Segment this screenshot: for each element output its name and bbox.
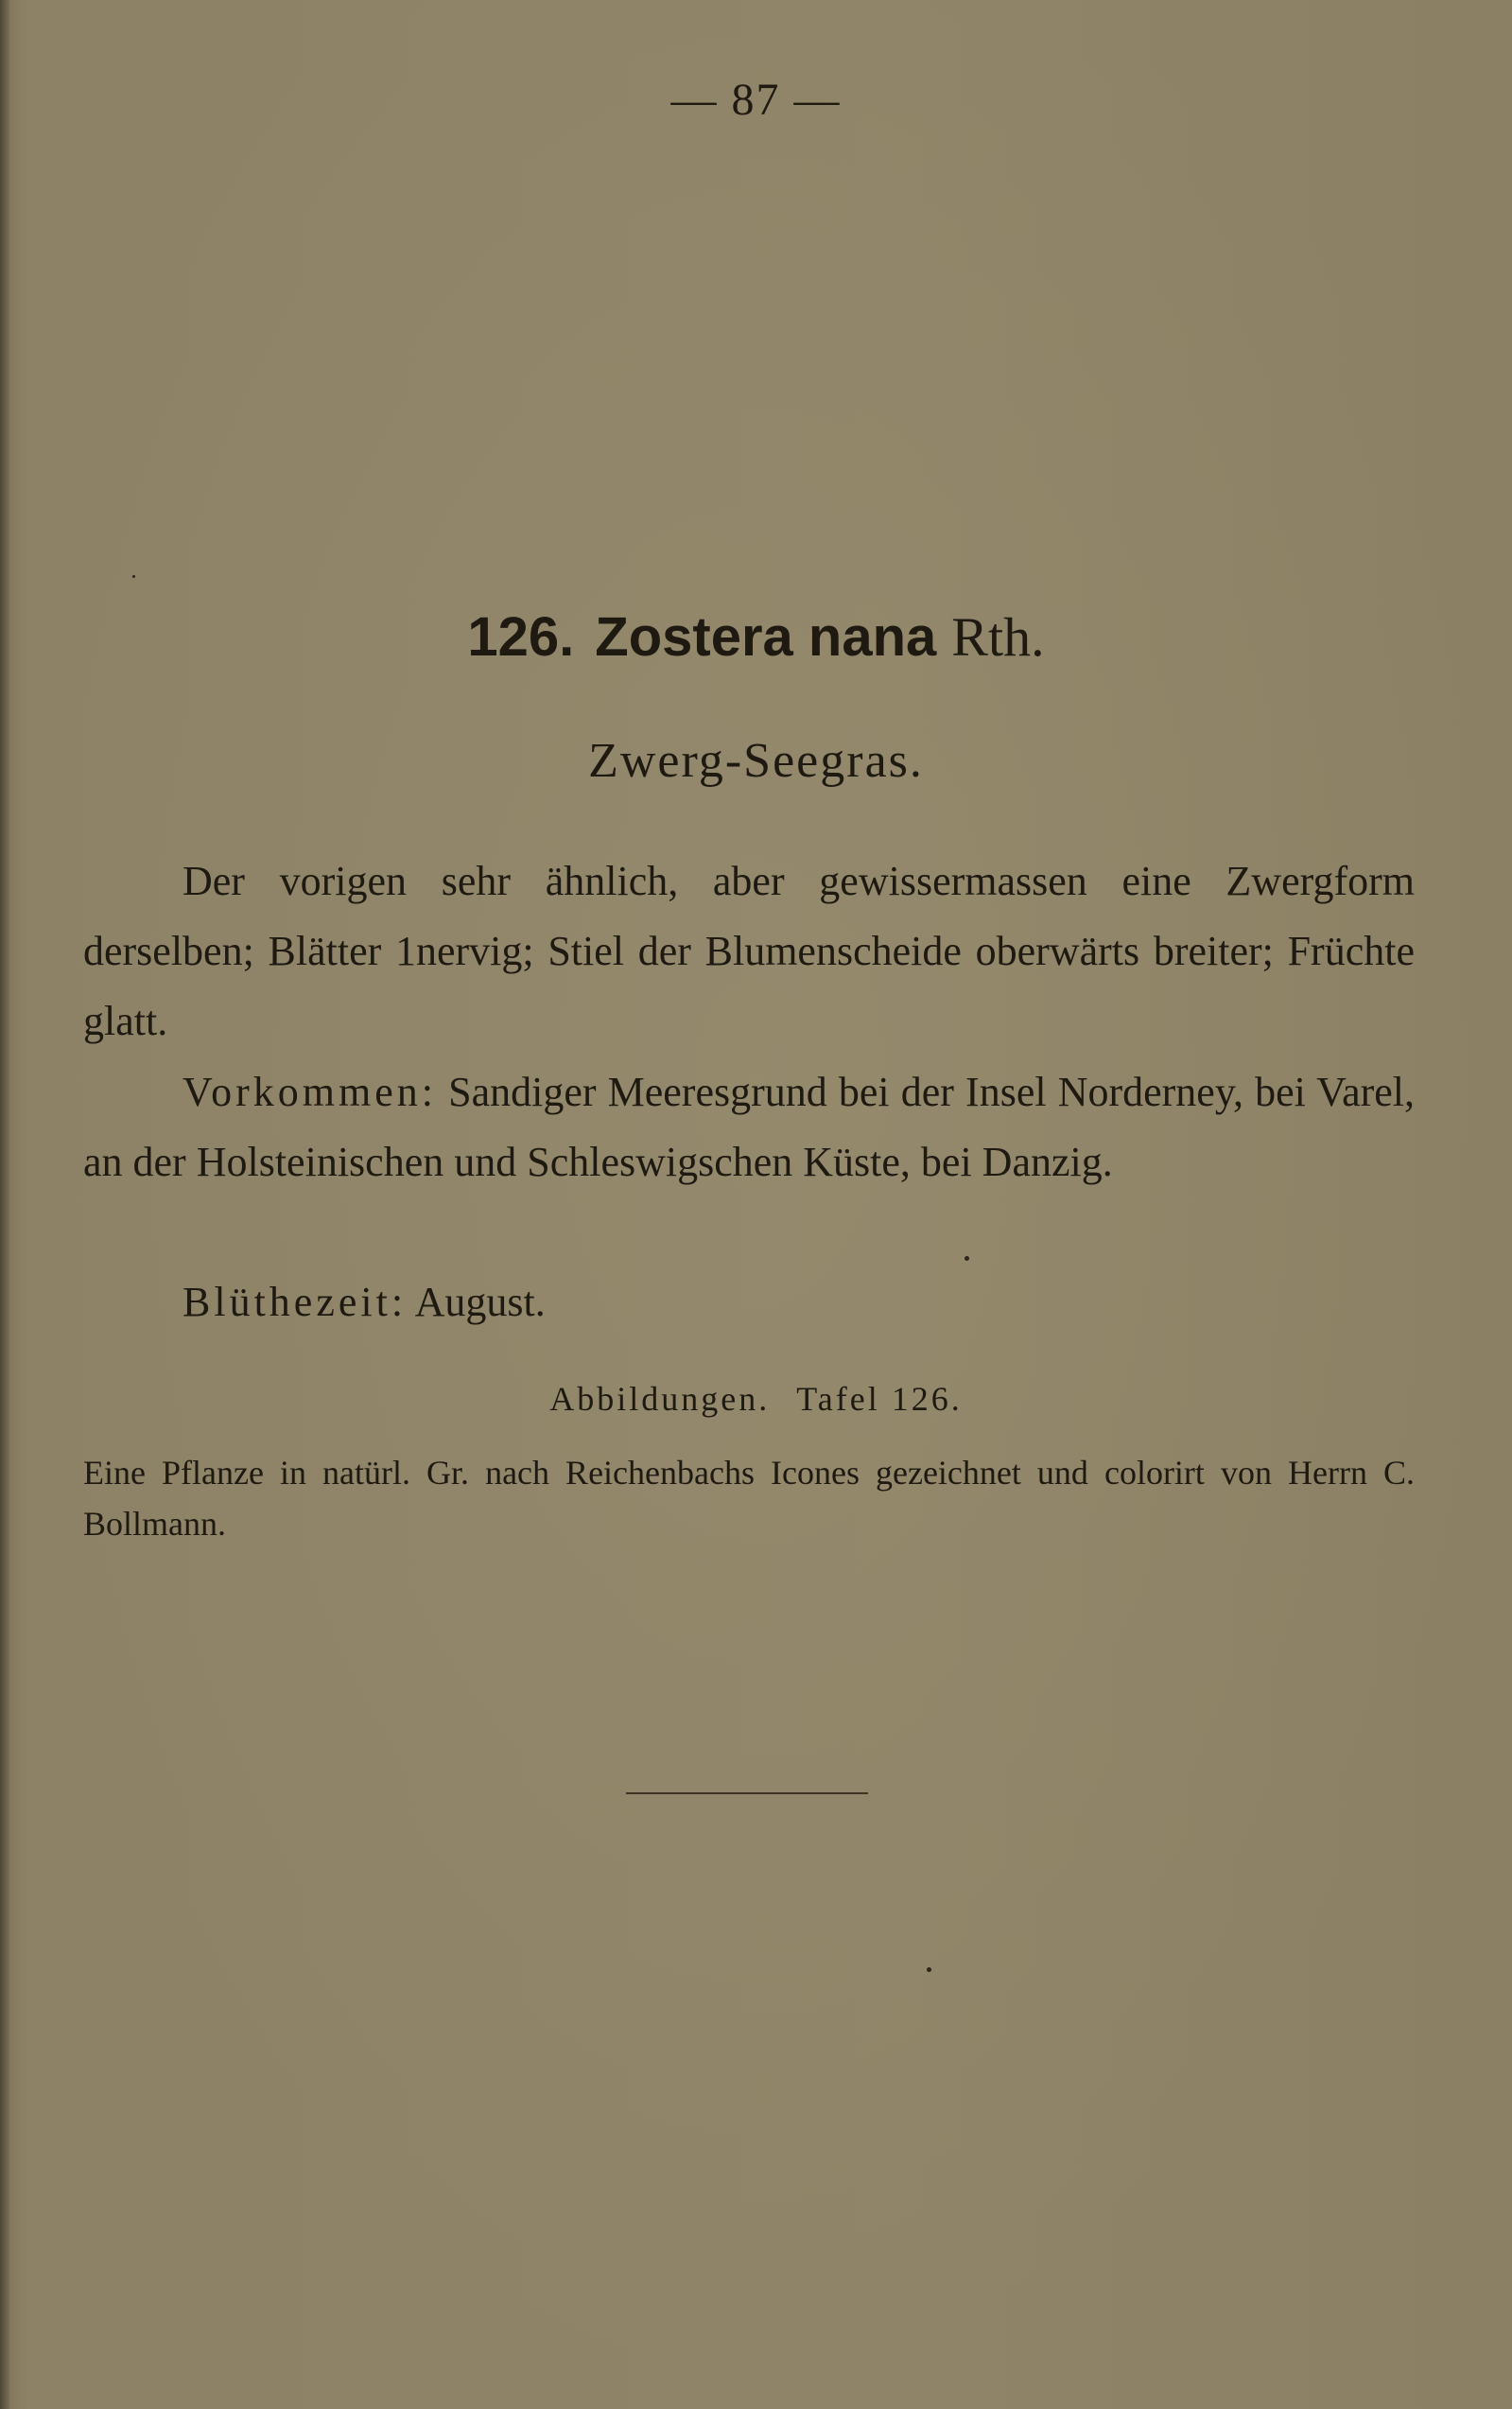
common-name: Zwerg-Seegras. xyxy=(588,734,924,788)
section-divider xyxy=(626,1792,868,1794)
figures-label: Abbildungen. xyxy=(549,1380,771,1418)
flowering-paragraph xyxy=(83,1267,1415,1337)
description-paragraph xyxy=(83,847,1415,1056)
flowering-text: August. xyxy=(414,1279,546,1325)
flowering-label: Blüthezeit: xyxy=(182,1279,408,1325)
page-spine-edge xyxy=(0,0,9,2409)
paper-speck xyxy=(965,1256,969,1261)
occurrence-label: Vorkommen: xyxy=(182,1069,437,1115)
entry-number: 126. xyxy=(467,606,575,668)
entry-heading xyxy=(0,605,1512,669)
figures-plate: Tafel 126. xyxy=(796,1380,963,1418)
figure-caption: Eine Pflanze in natürl. Gr. nach Reichenbachs Icones gezeichnet und colorirt von Herrn C. Bollmann. xyxy=(83,1454,1415,1543)
occurrence-paragraph xyxy=(83,1057,1415,1197)
paper-speck xyxy=(132,575,135,578)
species-name: Zostera nana xyxy=(595,606,937,668)
occurrence-text: Sandiger Meeresgrund bei der Insel Norderney, bei Varel, an der Holsteinischen und Schleswigschen Küste, bei Danzig. xyxy=(83,1069,1415,1185)
description-text: Der vorigen sehr ähnlich, aber gewissermassen eine Zwergform derselben; Blätter 1nervig; Stiel der Blumenscheide oberwärts breiter; Früchte glatt. xyxy=(83,858,1415,1044)
page-number: — 87 — xyxy=(670,75,842,125)
paper-speck xyxy=(927,1967,931,1972)
figures-heading xyxy=(0,1379,1512,1419)
species-author: Rth. xyxy=(951,606,1045,668)
